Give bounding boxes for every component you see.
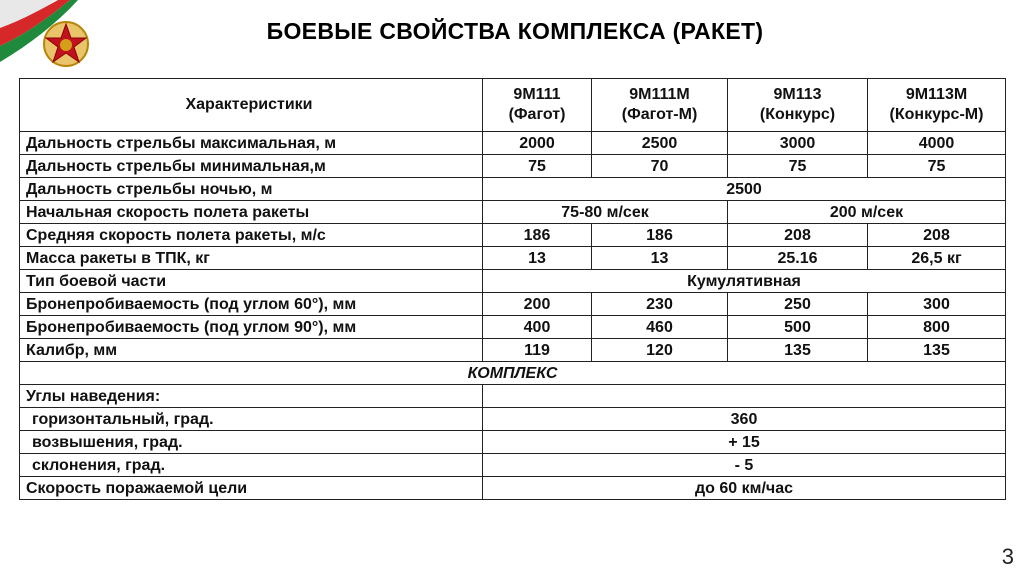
cell-value: 500 bbox=[728, 316, 868, 339]
section-row bbox=[20, 362, 1006, 385]
cell-value: 230 bbox=[592, 293, 728, 316]
cell-value: 13 bbox=[592, 247, 728, 270]
cell-value: 13 bbox=[483, 247, 592, 270]
cell-value: 186 bbox=[483, 224, 592, 247]
cell-value: 250 bbox=[728, 293, 868, 316]
cell-value: 75 bbox=[868, 155, 1006, 178]
table-row bbox=[20, 339, 1006, 362]
header-9m111: 9М111 (Фагот) bbox=[483, 79, 592, 132]
table-row bbox=[20, 408, 1006, 431]
cell-value: 186 bbox=[592, 224, 728, 247]
table-row bbox=[20, 431, 1006, 454]
cell-value: 300 bbox=[868, 293, 1006, 316]
header-9m113: 9М113 (Конкурс) bbox=[728, 79, 868, 132]
cell-value: 3000 bbox=[728, 132, 868, 155]
cell-value: 4000 bbox=[868, 132, 1006, 155]
cell-value: 2000 bbox=[483, 132, 592, 155]
cell-value: 400 bbox=[483, 316, 592, 339]
row-label: возвышения, град. bbox=[20, 431, 483, 454]
cell-value: 200 м/сек bbox=[728, 201, 1006, 224]
cell-value: 119 bbox=[483, 339, 592, 362]
row-label: Скорость поражаемой цели bbox=[20, 477, 483, 500]
cell-value: 25.16 bbox=[728, 247, 868, 270]
page-number: 3 bbox=[1001, 544, 1014, 569]
row-label: Дальность стрельбы ночью, м bbox=[20, 178, 483, 201]
cell-value: 75-80 м/сек bbox=[483, 201, 728, 224]
row-label: Углы наведения: bbox=[20, 385, 483, 408]
header-9m111m: 9М111М (Фагот-М) bbox=[592, 79, 728, 132]
table-row bbox=[20, 247, 1006, 270]
table-row bbox=[20, 385, 1006, 408]
cell-value: 200 bbox=[483, 293, 592, 316]
cell-value: 360 bbox=[483, 408, 1006, 431]
row-label: горизонтальный, град. bbox=[20, 408, 483, 431]
table-row bbox=[20, 293, 1006, 316]
header-9m113m: 9М113М (Конкурс-М) bbox=[868, 79, 1006, 132]
cell-value: 208 bbox=[868, 224, 1006, 247]
row-label: Начальная скорость полета ракеты bbox=[20, 201, 483, 224]
table-row bbox=[20, 178, 1006, 201]
emblem-logo bbox=[0, 0, 110, 90]
table-row bbox=[20, 155, 1006, 178]
row-label: Средняя скорость полета ракеты, м/с bbox=[20, 224, 483, 247]
row-label: Бронепробиваемость (под углом 60°), мм bbox=[20, 293, 483, 316]
row-label: Калибр, мм bbox=[20, 339, 483, 362]
cell-value: 2500 bbox=[592, 132, 728, 155]
cell-value: 800 bbox=[868, 316, 1006, 339]
cell-value: 75 bbox=[728, 155, 868, 178]
cell-value: 135 bbox=[868, 339, 1006, 362]
cell-value: 208 bbox=[728, 224, 868, 247]
table-row bbox=[20, 201, 1006, 224]
cell-value: 460 bbox=[592, 316, 728, 339]
cell-empty bbox=[483, 385, 1006, 408]
specs-table bbox=[19, 78, 1006, 500]
cell-value: 2500 bbox=[483, 178, 1006, 201]
table-row bbox=[20, 224, 1006, 247]
cell-value: 135 bbox=[728, 339, 868, 362]
cell-value: 75 bbox=[483, 155, 592, 178]
header-characteristics: Характеристики bbox=[20, 79, 483, 132]
cell-value: до 60 км/час bbox=[483, 477, 1006, 500]
row-label: Бронепробиваемость (под углом 90°), мм bbox=[20, 316, 483, 339]
row-label: Тип боевой части bbox=[20, 270, 483, 293]
ribbon-star-icon bbox=[0, 0, 110, 90]
row-label: Дальность стрельбы максимальная, м bbox=[20, 132, 483, 155]
cell-value: 120 bbox=[592, 339, 728, 362]
table-row bbox=[20, 132, 1006, 155]
row-label: Дальность стрельбы минимальная,м bbox=[20, 155, 483, 178]
section-heading-complex: КОМПЛЕКС bbox=[20, 362, 1006, 385]
table-row bbox=[20, 316, 1006, 339]
row-label: склонения, град. bbox=[20, 454, 483, 477]
page-title: БОЕВЫЕ СВОЙСТВА КОМПЛЕКСА (РАКЕТ) bbox=[266, 18, 764, 44]
row-label: Масса ракеты в ТПК, кг bbox=[20, 247, 483, 270]
cell-value: - 5 bbox=[483, 454, 1006, 477]
table-row bbox=[20, 454, 1006, 477]
table-row bbox=[20, 270, 1006, 293]
cell-value: + 15 bbox=[483, 431, 1006, 454]
header-row bbox=[20, 79, 1006, 132]
cell-value: 70 bbox=[592, 155, 728, 178]
cell-value: 26,5 кг bbox=[868, 247, 1006, 270]
table-row bbox=[20, 477, 1006, 500]
specs-table-frame bbox=[19, 78, 1005, 512]
cell-value: Кумулятивная bbox=[483, 270, 1006, 293]
